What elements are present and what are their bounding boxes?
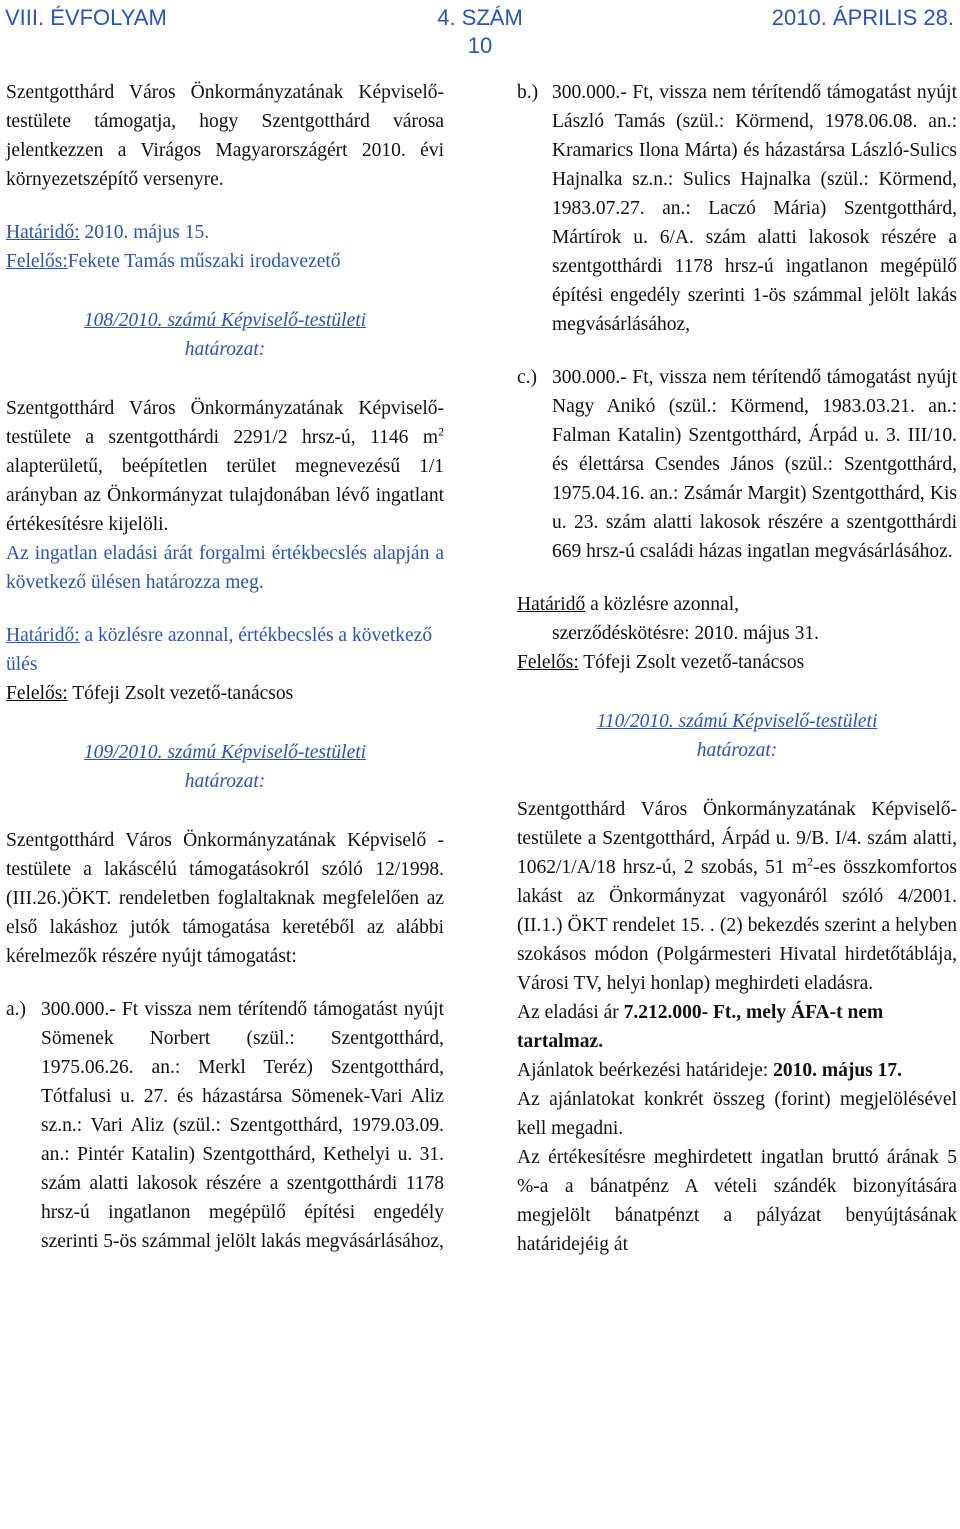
resolution-110-price: Az eladási ár 7.212.000- Ft., mely ÁFA-t nem tartalmaz. <box>517 1002 884 1052</box>
resolution-110-offer-deadline: Ajánlatok beérkezési határideje: 2010. május 17. <box>517 1060 903 1081</box>
list-item <box>6 995 444 1256</box>
header-issue: 4. SZÁM <box>437 5 523 30</box>
resolution-108-text: Szentgotthárd Város Önkormányzatának Képviselő-testülete a szentgotthárdi 2291/2 hrsz-ú, 1146 $m^2$ alapterületű, beépítetlen terület megnevezésű 1/1 arányban az Önkormányzat tulajdonában lévő ingatlant értékesítésre kijelöli. <box>6 398 444 535</box>
resolution-108-deadline: Határidő: a közlésre azonnal, értékbecslés a következő ülés <box>6 625 433 675</box>
item-text: 300.000.- Ft vissza nem térítendő támogatást nyújt Sömenek Norbert (szül.: Szentgotthárd, 1975.06.26. an.: Merkl Teréz) Szentgotthárd, Tótfalusi u. 27. és házastársa Sömenek-Vari Aliz sz.n.: Vari Aliz (szül.: Szentgotthárd, 1979.03.09. an.: Pintér Katalin) Szentgotthárd, Kethelyi u. 31. szám alatti lakosok részére a szentgotthárdi 1178 hrsz-ú ingatlanon megépülő építési engedély szerinti 5-ös számmal jelölt lakás megvásárlásához, <box>41 999 444 1252</box>
page-number: 10 <box>467 33 493 58</box>
intro-deadline: Határidő: 2010. május 15. <box>6 222 210 243</box>
item-label: b.) <box>517 82 539 103</box>
page-header <box>0 0 960 64</box>
header-volume: VIII. ÉVFOLYAM <box>5 5 167 30</box>
item-label: c.) <box>517 367 538 388</box>
left-column <box>6 78 444 1256</box>
resolution-109-subtitle: határozat: <box>184 771 266 792</box>
right-column <box>517 78 957 1259</box>
resolution-110-title: 110/2010. számú Képviselő-testületi <box>596 711 878 732</box>
list-item <box>517 363 957 566</box>
item-text: 300.000.- Ft, vissza nem térítendő támogatást nyújt Nagy Anikó (szül.: Körmend, 1983.03.21. an.: Falman Katalin) Szentgotthárd, Árpád u. 3. III/10. és élettársa Csendes János (szül.: Szentgotthárd, 1975.04.16. an.: Zsámár Margit) Szentgotthárd, Kis u. 23. szám alatti lakosok részére a szentgotthárdi 669 hrsz-ú családi házas ingatlan megvásárlásához. <box>552 367 957 562</box>
resolution-108-subtitle: határozat: <box>184 339 266 360</box>
intro-responsible: Felelős:Fekete Tamás műszaki irodavezető <box>6 251 341 272</box>
intro-paragraph: Szentgotthárd Város Önkormányzatának Képviselő-testülete támogatja, hogy Szentgotthárd városa jelentkezzen a Virágos Magyarországért 2010. évi környezetszépítő versenyre. <box>6 82 444 190</box>
resolution-109-text: Szentgotthárd Város Önkormányzatának Képviselő - testülete a lakáscélú támogatásokról szóló 12/1998.(III.26.)ÖKT. rendeletben foglaltaknak megfelelően az első lakáshoz jutók támogatása keretéből az alábbi kérelmezők részére nyújt támogatást: <box>6 830 444 967</box>
resolution-109-deadline: Határidő a közlésre azonnal, <box>517 594 739 615</box>
resolution-110-subtitle: határozat: <box>696 740 778 761</box>
item-label: a.) <box>6 999 27 1020</box>
resolution-110-text: Szentgotthárd Város Önkormányzatának Képviselő-testülete a Szentgotthárd, Árpád u. 9/B. I/4. szám alatti, 1062/1/A/18 hrsz-ú, 2 szobás, 51 $m^2-es$ összkomfortos lakást az Önkormányzat vagyonáról szóló 4/2001. (II.1.) ÖKT rendelet 15. . (2) bekezdés szerint a helyben szokásos módon (Polgármesteri Hivatal hirdetőtáblája, Városi TV, helyi honlap) meghirdeti eladásra. <box>517 799 957 994</box>
resolution-108-responsible: Felelős: Tófeji Zsolt vezető-tanácsos <box>6 683 294 704</box>
resolution-108-title: 108/2010. számú Képviselő-testületi <box>83 310 367 331</box>
resolution-109-title: 109/2010. számú Képviselő-testületi <box>83 742 367 763</box>
resolution-108-price-note: Az ingatlan eladási árát forgalmi értékbecslés alapján a következő ülésen határozza meg. <box>6 543 444 593</box>
header-date: 2010. ÁPRILIS 28. <box>771 5 954 30</box>
resolution-110-deposit-note: Az értékesítésre meghirdetett ingatlan bruttó árának 5 %-a a bánatpénz A vételi szándék bizonyítására megjelölt bánatpénzt a pályázat benyújtásának határidejéig át <box>517 1147 957 1255</box>
item-text: 300.000.- Ft, vissza nem térítendő támogatást nyújt László Tamás (szül.: Körmend, 1978.06.08. an.: Kramarics Ilona Márta) és házastársa László-Sulics Hajnalka sz.n.: Sulics Hajnalka (szül.: Körmend, 1983.07.27. an.: Laczó Mária) Szentgotthárd, Mártírok u. 6/A. szám alatti lakosok részére a szentgotthárdi 1178 hrsz-ú ingatlanon megépülő építési engedély szerinti 1-ös számmal jelölt lakás megvásárlásához, <box>552 82 957 335</box>
resolution-109-contract-deadline: szerződéskötésre: 2010. május 31. <box>552 623 819 644</box>
resolution-110-offer-note: Az ajánlatokat konkrét összeg (forint) megjelölésével kell megadni. <box>517 1089 957 1139</box>
resolution-109-responsible: Felelős: Tófeji Zsolt vezető-tanácsos <box>517 652 805 673</box>
list-item <box>517 78 957 339</box>
